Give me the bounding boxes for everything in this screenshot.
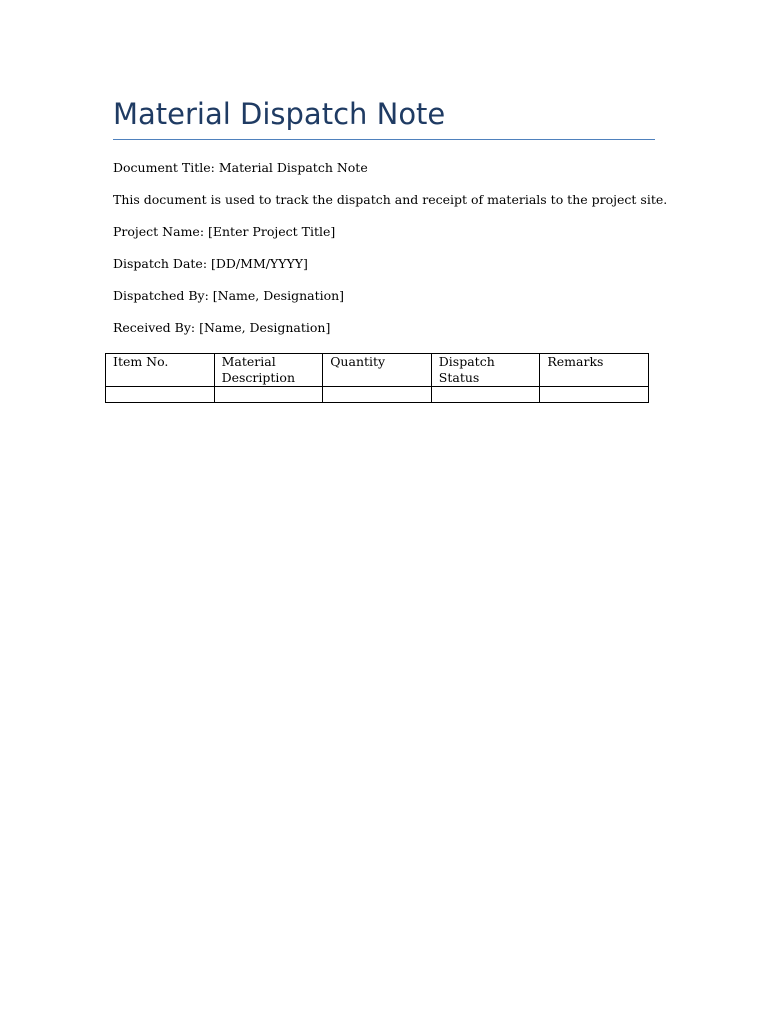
table-cell	[214, 387, 323, 403]
project-name-line: Project Name: [Enter Project Title]	[113, 224, 336, 239]
column-header-dispatch-status: Dispatch Status	[431, 354, 540, 387]
table-cell	[540, 387, 649, 403]
column-header-material-description: Material Description	[214, 354, 323, 387]
received-by-line: Received By: [Name, Designation]	[113, 320, 331, 335]
table-cell	[431, 387, 540, 403]
document-title-line: Document Title: Material Dispatch Note	[113, 160, 368, 175]
document-heading: Material Dispatch Note	[113, 97, 446, 131]
document-purpose-line: This document is used to track the dispatch and receipt of materials to the project site.	[113, 192, 668, 207]
table-cell	[323, 387, 432, 403]
column-header-remarks: Remarks	[540, 354, 649, 387]
dispatch-items-table	[105, 353, 649, 403]
table-cell	[106, 387, 215, 403]
table-row	[106, 387, 649, 403]
dispatched-by-line: Dispatched By: [Name, Designation]	[113, 288, 345, 303]
table-header-row	[106, 354, 649, 387]
column-header-item-no: Item No.	[106, 354, 215, 387]
dispatch-date-line: Dispatch Date: [DD/MM/YYYY]	[113, 256, 308, 271]
column-header-quantity: Quantity	[323, 354, 432, 387]
heading-underline-rule	[113, 139, 655, 140]
